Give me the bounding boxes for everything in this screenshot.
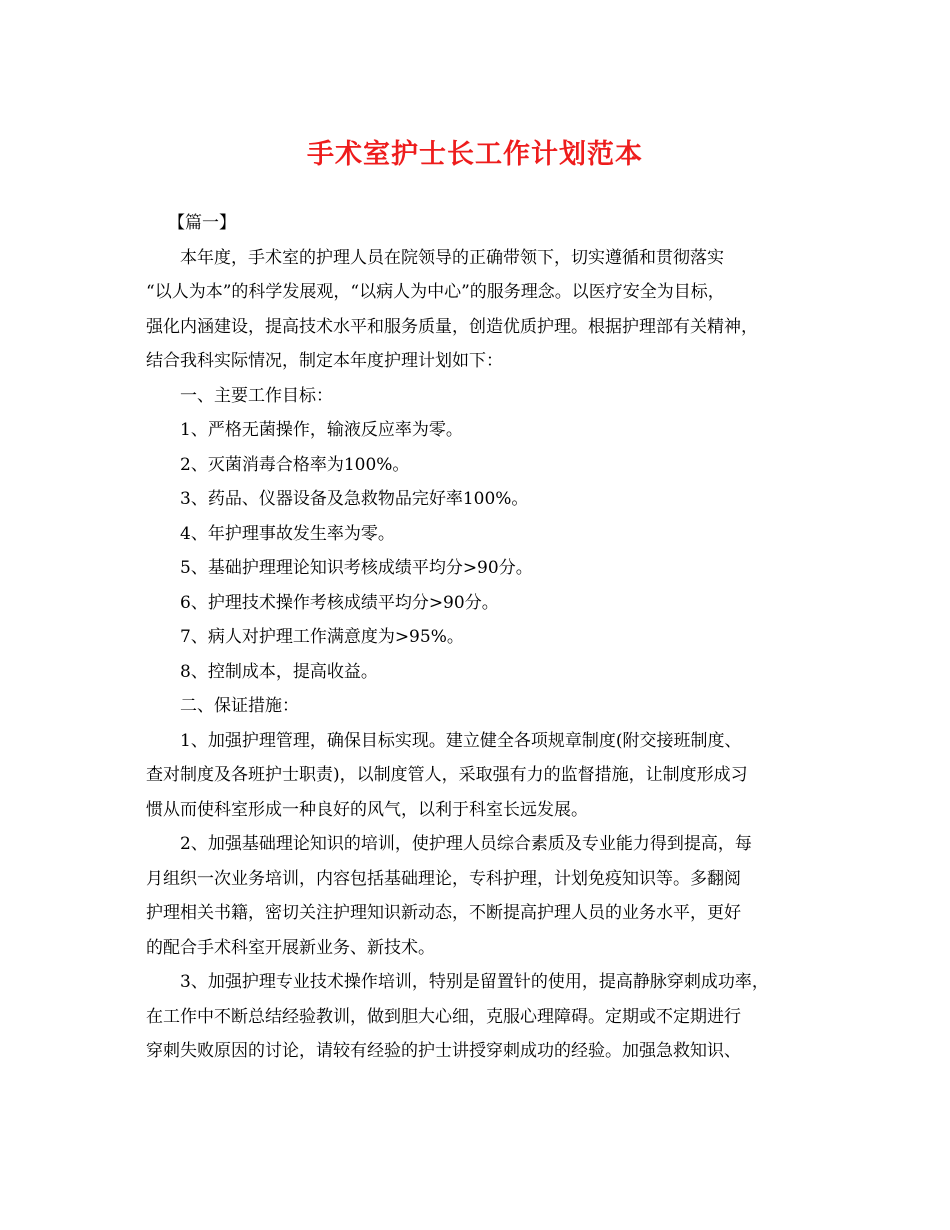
paragraph-line: 强化内涵建设，提高技术水平和服务质量，创造优质护理。根据护理部有关精神，	[146, 316, 758, 337]
document-body	[146, 206, 826, 1069]
list-item: 2、灭菌消毒合格率为100%。	[180, 454, 410, 475]
list-item: 5、基础护理理论知识考核成绩平均分>90分。	[180, 558, 533, 578]
list-item: 6、护理技术操作考核成绩平均分>90分。	[180, 592, 499, 613]
paragraph-line: 查对制度及各班护士职责)，以制度管人，采取强有力的监督措施，让制度形成习	[146, 765, 748, 785]
paragraph-line: 2、加强基础理论知识的培训，使护理人员综合素质及专业能力得到提高，每	[180, 834, 752, 854]
list-item: 7、病人对护理工作满意度为>95%。	[180, 627, 464, 647]
section-heading: 【篇一】	[168, 213, 236, 233]
paragraph-line: 护理相关书籍，密切关注护理知识新动态，不断提高护理人员的业务水平，更好	[146, 903, 741, 923]
paragraph-line: 惯从而使科室形成一种良好的风气，以利于科室长远发展。	[146, 799, 588, 820]
list-item: 3、药品、仪器设备及急救物品完好率100%。	[180, 489, 529, 509]
list-item: 1、严格无菌操作，输液反应率为零。	[180, 420, 463, 440]
paragraph-line: 本年度，手术室的护理人员在院领导的正确带领下，切实遵循和贯彻落实	[180, 247, 724, 268]
paragraph-line: 3、加强护理专业技术操作培训，特别是留置针的使用，提高静脉穿刺成功率，	[180, 972, 769, 992]
paragraph-line: 结合我科实际情况，制定本年度护理计划如下：	[146, 351, 503, 371]
paragraph-line: 在工作中不断总结经验教训，做到胆大心细，克服心理障碍。定期或不定期进行	[146, 1006, 741, 1027]
paragraph-line: 穿刺失败原因的讨论，请较有经验的护士讲授穿刺成功的经验。加强急救知识、	[146, 1041, 741, 1061]
list-heading: 二、保证措施：	[180, 696, 299, 716]
list-item: 4、年护理事故发生率为零。	[180, 523, 395, 544]
list-item: 8、控制成本，提高收益。	[180, 661, 378, 682]
document-title: 手术室护士长工作计划范本	[307, 139, 643, 170]
paragraph-line: 的配合手术科室开展新业务、新技术。	[146, 937, 435, 958]
paragraph-line: “以人为本”的科学发展观，“以病人为中心”的服务理念。以医疗安全为目标，	[146, 282, 725, 302]
list-heading: 一、主要工作目标：	[180, 385, 333, 406]
paragraph-line: 月组织一次业务培训，内容包括基础理论，专科护理，计划免疫知识等。多翻阅	[146, 868, 741, 889]
paragraph-line: 1、加强护理管理，确保目标实现。建立健全各项规章制度(附交接班制度、	[180, 730, 742, 751]
